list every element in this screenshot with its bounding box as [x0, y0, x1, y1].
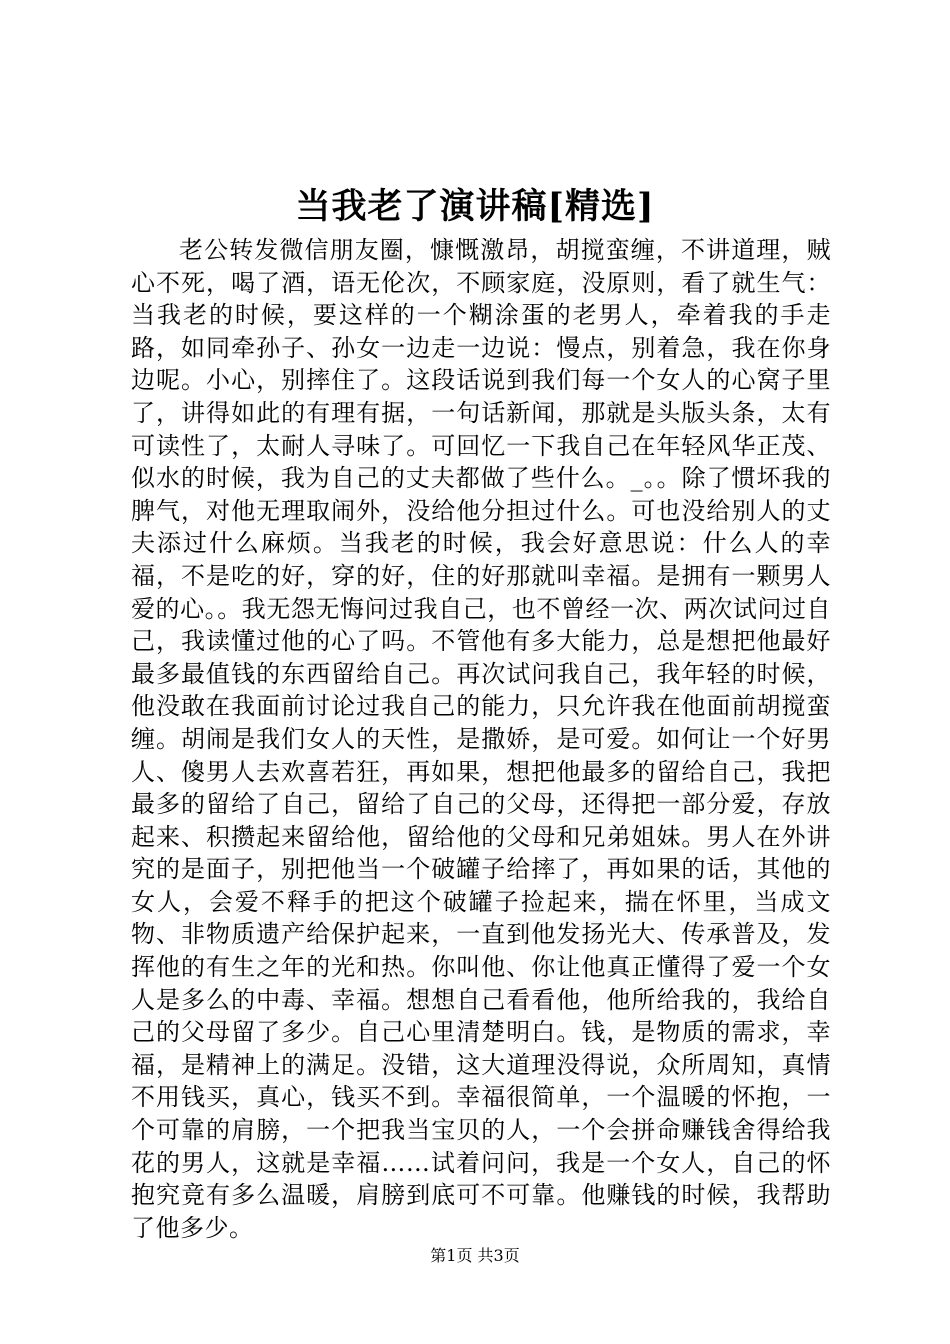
body-paragraph: 老公转发微信朋友圈，慷慨激昂，胡搅蛮缠，不讲道理，贼心不死，喝了酒，语无伦次，不顾家庭，没原则，看了就生气：当我老的时候，要这样的一个糊涂蛋的老男人，牵着我的手走路，如同牵孙子、孙女一边走一边说：慢点，别着急，我在你身边呢。小心，别摔住了。这段话说到我们每一个女人的心窝子里了，讲得如此的有理有据，一句话新闻，那就是头版头条，太有可读性了，太耐人寻味了。可回忆一下我自己在年轻风华正茂、似水的时候，我为自己的丈夫都做了些什么。_。。除了惯坏我的脾气，对他无理取闹外，没给他分担过什么。可也没给别人的丈夫添过什么麻烦。当我老的时候，我会好意思说：什么人的幸福，不是吃的好，穿的好，住的好那就叫幸福。是拥有一颗男人爱的心。。我无怨无悔问过我自己，也不曾经一次、两次试问过自己，我读懂过他的心了吗。不管他有多大能力，总是想把他最好最多最值钱的东西留给自己。再次试问我自己，我年轻的时候，他没敢在我面前讨论过我自己的能力，只允许我在他面前胡搅蛮缠。胡闹是我们女人的天性，是撒娇，是可爱。如何让一个好男人、傻男人去欢喜若狂，再如果，想把他最多的留给自己，我把最多的留给了自己，留给了自己的父母，还得把一部分爱，存放起来、积攒起来留给他，留给他的父母和兄弟姐妹。男人在外讲究的是面子，别把他当一个破罐子给摔了，再如果的话，其他的女人，会爱不释手的把这个破罐子捡起来，揣在怀里，当成文物、非物质遗产给保护起来，一直到他发扬光大、传承普及，发挥他的有生之年的光和热。你叫他、你让他真正懂得了爱一个女人是多么的中毒、幸福。想想自己看看他，他所给我的，我给自己的父母留了多少。自己心里清楚明白。钱，是物质的需求，幸福，是精神上的满足。没错，这大道理没得说，众所周知，真情不用钱买，真心，钱买不到。幸福很简单，一个温暖的怀抱，一个可靠的肩膀，一个把我当宝贝的人，一个会拼命赚钱舍得给我花的男人，这就是幸福……试着问问，我是一个女人，自己的怀抱究竟有多么温暖，肩膀到底可不可靠。他赚钱的时候，我帮助了他多少。	[131, 236, 831, 1242]
page-footer: 第1页 共3页	[430, 1246, 520, 1265]
document-title: 当我老了演讲稿[精选]	[295, 186, 655, 227]
